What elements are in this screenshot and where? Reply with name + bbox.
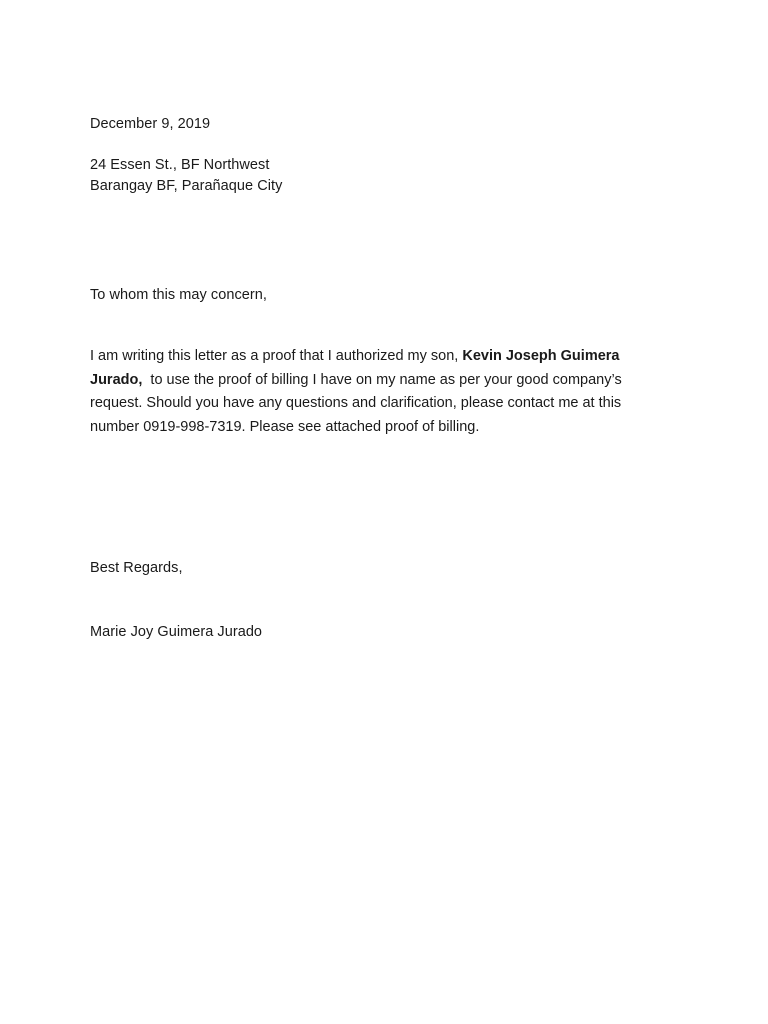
body-line-2-text: to use the proof of billing I have on my name as per your good company’s [142, 371, 622, 388]
body-line-1 [90, 345, 650, 369]
address-line-2: Barangay BF, Parañaque City [90, 178, 283, 194]
body-line-1-text: I am writing this letter as a proof that I authorized my son, [90, 348, 463, 364]
signature-name: Marie Joy Guimera Jurado [90, 624, 263, 640]
son-name-last-part: Jurado, [90, 371, 143, 388]
body-line-4: number 0919-998-7319. Please see attached proof of billing. [90, 418, 480, 435]
letter-date: December 9, 2019 [90, 116, 211, 132]
son-name-first-part: Kevin Joseph Guimera [462, 348, 620, 364]
closing: Best Regards, [90, 560, 183, 576]
address-line-1: 24 Essen St., BF Northwest [90, 157, 270, 173]
salutation: To whom this may concern, [90, 287, 267, 303]
body-line-2 [90, 369, 650, 393]
letter-body [90, 345, 650, 439]
body-line-3: request. Should you have any questions and clarification, please contact me at this [90, 395, 622, 411]
